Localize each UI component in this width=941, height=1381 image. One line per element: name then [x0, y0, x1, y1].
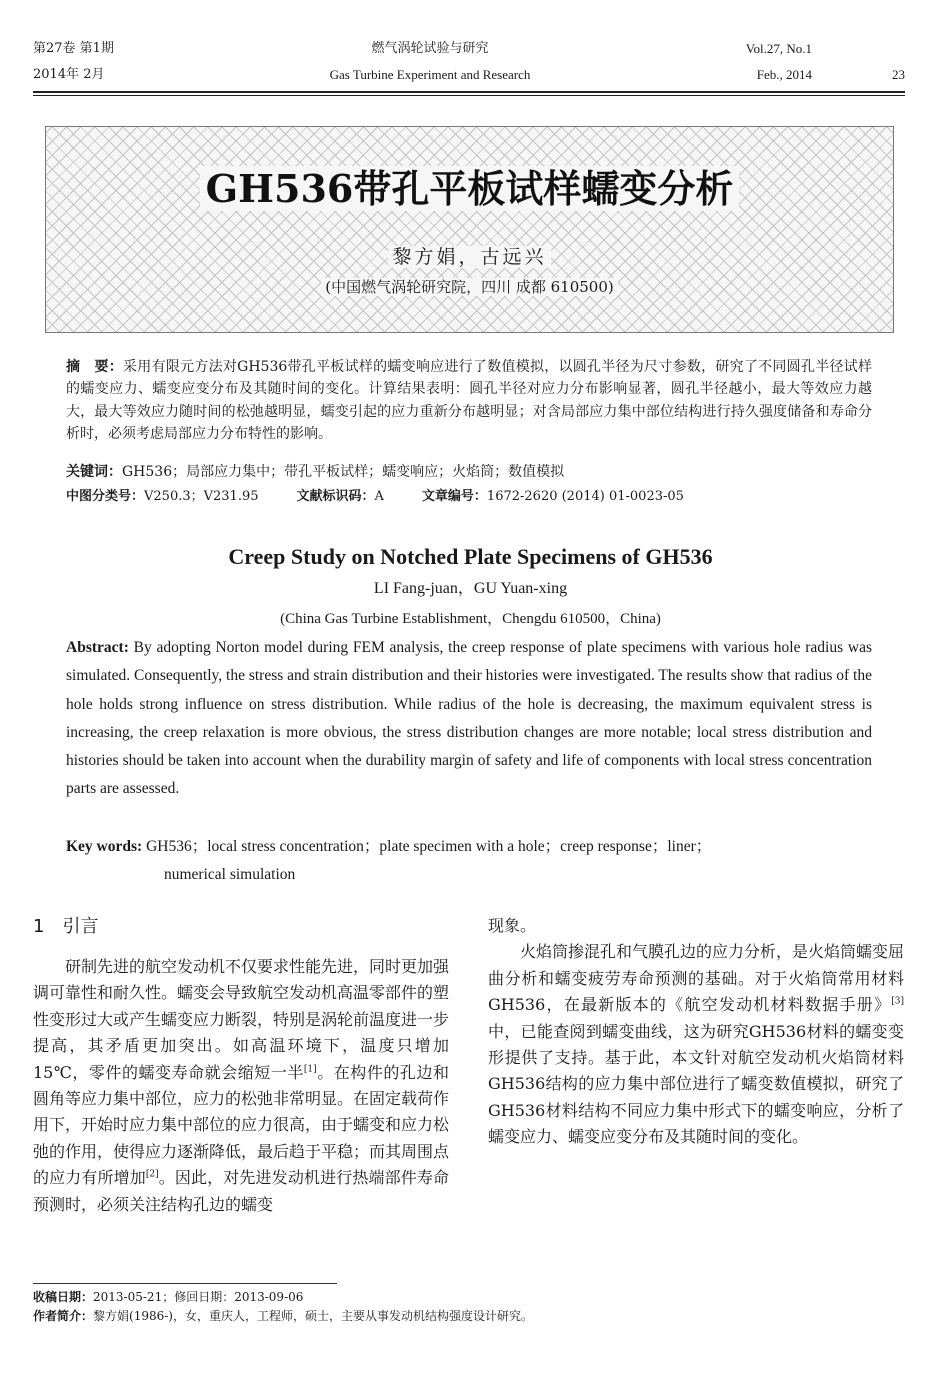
section-heading-intro: 1 引言	[33, 916, 99, 937]
citation-2: [2]	[145, 1169, 159, 1180]
abstract-en: Abstract: By adopting Norton model during FEM analysis, the creep response of plate specimens with various hole radius was simulated. Consequently, the stress and strain distribution and their histories were investigated. The results show that radius of the hole holds strong influence on stress distribution. While radius of the hole is decreasing, the maximum equivalent stress is increasing, the creep relaxation is more obvious, the stress distribution changes are more notable; local stress distribution and histories should be taken into account when the durability margin of safety and life of components with local stress concentration parts are assessed.	[66, 639, 872, 798]
authors-en: LI Fang-juan，GU Yuan-xing	[373, 580, 568, 597]
title-banner	[45, 126, 894, 333]
abstract-cn	[66, 356, 872, 445]
header-rule-thick	[33, 91, 905, 93]
footnote-author-bio: 作者简介：黎方娟(1986-)，女，重庆人，工程师，硕士，主要从事发动机结构强度设计研究。	[33, 1309, 533, 1323]
keywords-en-label: Key words	[66, 838, 138, 855]
paper-title-cn: GH536带孔平板试样蠕变分析	[46, 167, 893, 211]
citation-3: [3]	[891, 996, 904, 1007]
clc-label: 中图分类号：	[66, 489, 145, 504]
abstract-en-label: Abstract	[66, 639, 124, 656]
header-date-en: Feb., 2014	[756, 67, 812, 82]
article-number-value: 1672-2620 (2014) 01-0023-05	[486, 489, 684, 504]
paper-title-en: Creep Study on Notched Plate Specimens of GH536	[228, 544, 713, 569]
classification-line	[66, 488, 684, 506]
article-number-label: 文章编号：	[421, 489, 487, 504]
footnote-rule	[33, 1283, 337, 1284]
abstract-cn-label: 摘 要：	[66, 359, 124, 375]
keywords-en-line2: numerical simulation	[164, 866, 296, 884]
body-column-right	[488, 913, 904, 1151]
abstract-cn-text: 采用有限元方法对GH536带孔平板试样的蠕变响应进行了数值模拟，以圆孔半径为尺寸参数，研究了不同圆孔半径试样的蠕变应力、蠕变应变分布及其随时间的变化。计算结果表明：圆孔半径对应力分布影响显著，圆孔半径越小，最大等效应力越大，最大等效应力随时间的松弛越明显，蠕变引起的应力重新分布越明显；对含局部应力集中部位结构进行持久强度储备和寿命分析时，必须考虑局部应力分布特性的影响。	[66, 359, 872, 442]
body-column-left	[33, 954, 449, 1218]
header-rule-thin	[33, 95, 905, 96]
header-volume-issue: 第27卷 第1期	[33, 41, 114, 56]
header-journal-en: Gas Turbine Experiment and Research	[329, 67, 531, 82]
footnote-dates: 收稿日期：2013-05-21；修回日期：2013-09-06	[33, 1290, 304, 1304]
header-date-cn: 2014年 2月	[33, 67, 105, 82]
doc-code-label: 文献标识码：	[296, 489, 375, 504]
paragraph-1-continued: 现象。	[488, 916, 537, 935]
abstract-en-text: By adopting Norton model during FEM analysis, the creep response of plate specimens with various hole radius was simulated. Consequently, the stress and strain distribution and their histories were investigated. The results show that radius of the hole holds strong influence on stress distribution. While radius of the hole is decreasing, the maximum equivalent stress is increasing, the creep relaxation is more obvious, the stress distribution changes are more notable; local stress distribution and histories should be taken into account when the durability margin of safety and life of components with local stress concentration parts are assessed.	[66, 639, 872, 798]
paragraph-1: 研制先进的航空发动机不仅要求性能先进，同时更加强调可靠性和耐久性。蠕变会导致航空发动机高温零部件的塑性变形过大或产生蠕变应力断裂，特别是涡轮前温度进一步提高，其矛盾更加突出。如高温环境下，温度只增加15℃，零件的蠕变寿命就会缩短一半[1]。在构件的孔边和圆角等应力集中部位，应力的松弛非常明显。在固定载荷作用下，开始时应力集中部位的应力很高，由于蠕变和应力松弛的作用，使得应力逐渐降低，最后趋于平稳；而其周围点的应力有所增加[2]。因此，对先进发动机进行热端部件寿命预测时，必须关注结构孔边的蠕变	[33, 957, 450, 1214]
paragraph-2: 火焰筒掺混孔和气膜孔边的应力分析，是火焰筒蠕变屈曲分析和蠕变疲劳寿命预测的基础。对于火焰筒常用材料GH536，在最新版本的《航空发动机材料数据手册》[3]中，已能查阅到蠕变曲线，这为研究GH536材料的蠕变变形提供了支持。基于此，本文针对航空发动机火焰筒材料GH536结构的应力集中部位进行了蠕变数值模拟，研究了GH536材料结构不同应力集中形式下的蠕变响应，分析了蠕变应力、蠕变应变分布及其随时间的变化。	[488, 942, 905, 1147]
citation-1: [1]	[303, 1064, 317, 1075]
affiliation-cn: (中国燃气涡轮研究院，四川 成都 610500)	[46, 277, 893, 297]
keywords-en: Key words: GH536；local stress concentration；plate specimen with a hole；creep response；liner； numerical simulation	[66, 833, 872, 890]
keywords-cn	[66, 461, 872, 483]
authors-cn: 黎方娟，古远兴	[46, 245, 893, 269]
header-volume-en: Vol.27, No.1	[745, 41, 812, 56]
keywords-cn-label: 关键词：	[66, 464, 122, 480]
doc-code-value: A	[374, 489, 384, 504]
page-number: 23	[892, 67, 905, 82]
clc-value: V250.3；V231.95	[144, 489, 259, 504]
keywords-en-line1: GH536；local stress concentration；plate specimen with a hole；creep response；liner；	[146, 838, 712, 855]
keywords-cn-text: GH536；局部应力集中；带孔平板试样；蠕变响应；火焰筒；数值模拟	[122, 464, 565, 480]
header-journal-cn: 燃气涡轮试验与研究	[371, 41, 489, 56]
affiliation-en: (China Gas Turbine Establishment，Chengdu 610500，China)	[280, 611, 661, 627]
